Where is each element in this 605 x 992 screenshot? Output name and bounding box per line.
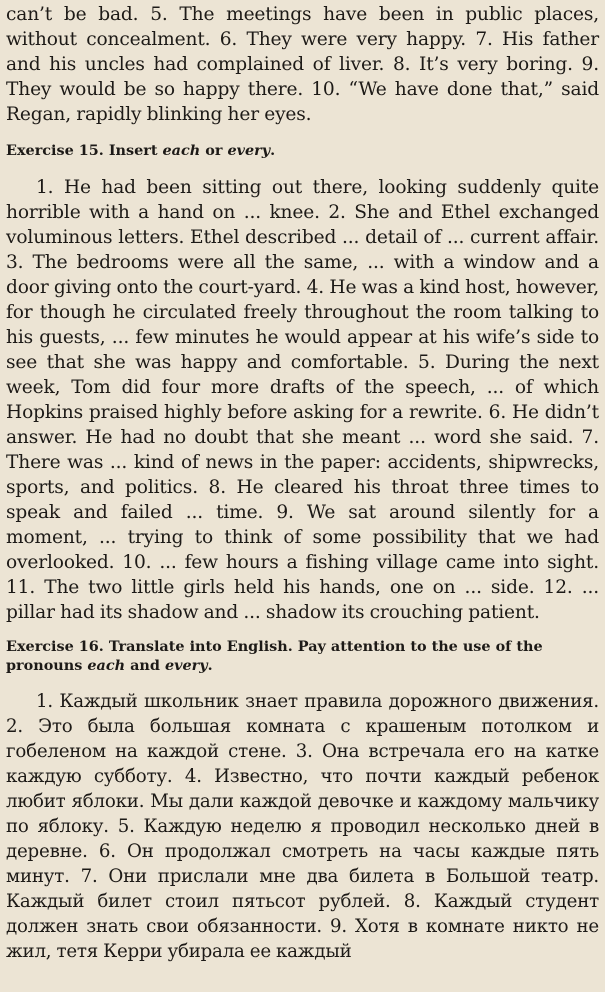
intro-paragraph: can’t be bad. 5. The meetings have been in public places, without concealment. 6. They were very happy. 7. His father and his uncles had complained of liver. 8. It’s very boring. 9. They would be so happy there. 10. “We have done that,” said Regan, rapidly blinking her eyes.	[6, 4, 599, 125]
exercise-15-body: 1. He had been sitting out there, looking suddenly quite horrible with a hand on ... knee. 2. She and Ethel exchanged voluminous letters. Ethel described ... detail of ... current affair. 3. The bedrooms were all the same, ... with a window and a door giving onto the court-yard. 4. He was a kind host, however, for though he circulated freely throughout the room talking to his guests, ... few minutes he would appear at his wife’s side to see that she was happy and comfortable. 5. During the next week, Tom did four more drafts of the speech, ... of which Hopkins praised highly before asking for a rewrite. 6. He didn’t answer. He had no doubt that she meant ... word she said. 7. There was ... kind of news in the paper: accidents, shipwrecks, sports, and politics. 8. He cleared his throat three times to speak and failed ... time. 9. We sat around silently for a moment, ... trying to think of some possibility that we had overlooked. 10. ... few hours a fishing village came into sight. 11. The two little girls held his hands, one on ... side. 12. ... pillar had its shadow and ... shadow its crouching patient.	[6, 177, 599, 623]
exercise-16-heading-end: .	[207, 657, 213, 674]
exercise-16-heading-line2	[6, 656, 599, 675]
exercise-16-heading-each: each	[87, 657, 126, 674]
exercise-16-heading-every: every	[164, 657, 208, 674]
exercise-15-heading	[6, 141, 599, 160]
exercise-15-heading-prefix: Exercise 15. Insert	[6, 142, 163, 159]
exercise-15-heading-each: each	[162, 142, 201, 159]
exercise-15-heading-every: every	[227, 142, 271, 159]
exercise-15-heading-end: .	[270, 142, 276, 159]
exercise-16-heading-prefix: pronouns	[6, 657, 88, 674]
exercise-16-heading-line1: Exercise 16. Translate into English. Pay attention to the use of the	[6, 638, 543, 655]
exercise-15-heading-or: or	[200, 142, 228, 159]
exercise-16-heading	[6, 637, 599, 675]
exercise-16-heading-and: and	[125, 657, 165, 674]
exercise-16-body: 1. Каждый школьник знает правила дорожного движения. 2. Это была большая комната с крашеным потолком и гобеленом на каждой стене. 3. Она встречала его на катке каждую субботу. 4. Известно, что почти каждый ребенок любит яблоки. Мы дали каждой девочке и каждому мальчику по яблоку. 5. Каждую неделю я проводил несколько дней в деревне. 6. Он продолжал смотреть на часы каждые пять минут. 7. Они прислали мне два билета в Большой театр. Каждый билет стоил пятьсот рублей. 8. Каждый студент должен знать свои обязанности. 9. Хотя в комнате никто не жил, тетя Керри убирала ее каждый	[6, 691, 599, 962]
